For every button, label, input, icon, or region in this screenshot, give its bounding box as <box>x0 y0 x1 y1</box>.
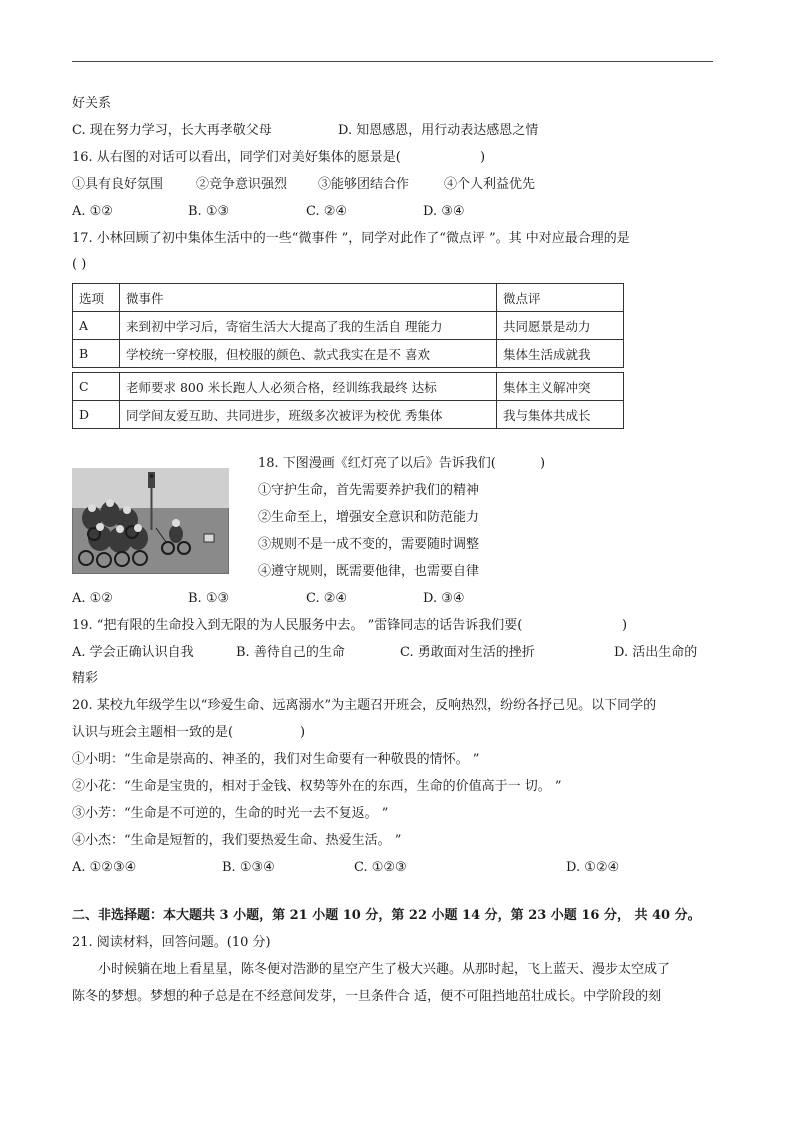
q18-option-a: A. ①② <box>72 591 113 606</box>
table-row <box>73 340 624 368</box>
q18-option-b: B. ①③ <box>188 591 230 606</box>
row-event: 来到初中学习后，寄宿生活大大提高了我的生活自 理能力 <box>120 312 497 340</box>
row-event: 学校统一穿校服，但校服的颜色、款式我实在是不 喜欢 <box>120 340 497 368</box>
q18-item-1: ①守护生命，首先需要养护我们的精神 <box>258 483 480 498</box>
q19-option-b: B. 善待自己的生命 <box>236 645 345 660</box>
q21-material-line2: 陈冬的梦想。梦想的种子总是在不经意间发芽，一旦条件合 适，便不可阻挡地茁壮成长。中学阶段的刻 <box>72 989 662 1004</box>
row-event: 老师要求 800 米长跑人人必须合格，经训练我最终 达标 <box>120 373 497 401</box>
q16-option-a: A. ①② <box>72 204 113 219</box>
row-comment: 我与集体共成长 <box>497 401 624 429</box>
q18-stem: 18. 下图漫画《红灯亮了以后》告诉我们( <box>258 456 496 471</box>
header-option: 选项 <box>73 284 120 312</box>
red-light-cartoon-image <box>72 468 229 574</box>
row-option: D <box>73 401 120 429</box>
header-comment: 微点评 <box>497 284 624 312</box>
q17-paren: ( ) <box>72 257 87 272</box>
q20-stem-line2: 认识与班会主题相一致的是( <box>72 725 234 740</box>
q16-item-4: ④个人利益优先 <box>444 177 536 192</box>
q16-item-3: ③能够团结合作 <box>318 177 410 192</box>
q20-item-1: ①小明：“生命是崇高的、神圣的，我们对生命要有一种敬畏的情怀。 ” <box>72 752 480 767</box>
q20-option-b: B. ①③④ <box>222 860 275 875</box>
q19-stem: 19. “把有限的生命投入到无限的为人民服务中去。 ”雷锋同志的话告诉我们要( <box>72 618 523 633</box>
q20-option-a: A. ①②③④ <box>72 860 137 875</box>
row-comment: 共同愿景是动力 <box>497 312 624 340</box>
row-comment: 集体生活成就我 <box>497 340 624 368</box>
q18-paren: ) <box>540 456 546 471</box>
q18-item-4: ④遵守规则，既需要他律，也需要自律 <box>258 564 480 579</box>
q19-paren: ) <box>622 618 628 633</box>
q19-option-c: C. 勇敢面对生活的挫折 <box>400 645 535 660</box>
q17-stem: 17. 小林回顾了初中集体生活中的一些“微事件 ”，同学对此作了“微点评 ”。其 中对应最合理的是 <box>72 231 630 246</box>
row-option: C <box>73 373 120 401</box>
q16-option-b: B. ①③ <box>188 204 230 219</box>
q18-item-2: ②生命至上，增强安全意识和防范能力 <box>258 510 480 525</box>
q20-item-2: ②小花：“生命是宝贵的，相对于金钱、权势等外在的东西，生命的价值高于一 切。 ” <box>72 779 562 794</box>
q20-option-c: C. ①②③ <box>354 860 407 875</box>
q20-option-d: D. ①②④ <box>566 860 620 875</box>
q15-option-c: C. 现在努力学习，长大再孝敬父母 <box>72 123 272 138</box>
q19-option-d: D. 活出生命的 <box>614 645 698 660</box>
q18-option-d: D. ③④ <box>423 591 465 606</box>
q16-paren: ) <box>480 150 486 165</box>
q19-option-d-tail: 精彩 <box>72 671 99 686</box>
q17-table <box>72 283 624 429</box>
row-event: 同学间友爱互助、共同进步，班级多次被评为校优 秀集体 <box>120 401 497 429</box>
q19-option-a: A. 学会正确认识自我 <box>72 645 194 660</box>
row-comment: 集体主义解冲突 <box>497 373 624 401</box>
q20-paren: ) <box>300 725 306 740</box>
q21-stem: 21. 阅读材料，回答问题。(10 分) <box>72 935 271 950</box>
q16-option-d: D. ③④ <box>423 204 465 219</box>
q20-stem-line1: 20. 某校九年级学生以“珍爱生命、远离溺水”为主题召开班会，反响热烈，纷纷各抒己见。以下同学的 <box>72 698 657 713</box>
q16-item-2: ②竞争意识强烈 <box>196 177 288 192</box>
q20-item-3: ③小芳：“生命是不可逆的，生命的时光一去不复返。 ” <box>72 806 389 821</box>
table-row <box>73 373 624 401</box>
section-2-heading: 二、非选择题：本大题共 3 小题，第 21 小题 10 分，第 22 小题 14 分，第 23 小题 16 分， 共 40 分。 <box>72 908 701 923</box>
q15-tail: 好关系 <box>72 96 112 111</box>
q18-option-c: C. ②④ <box>306 591 348 606</box>
q18-item-3: ③规则不是一成不变的，需要随时调整 <box>258 537 480 552</box>
table-row <box>73 312 624 340</box>
q20-item-4: ④小杰：“生命是短暂的，我们要热爱生命、热爱生活。 ” <box>72 833 402 848</box>
q15-option-d: D. 知恩感恩，用行动表达感恩之情 <box>338 123 539 138</box>
q16-option-c: C. ②④ <box>306 204 348 219</box>
row-option: A <box>73 312 120 340</box>
q16-stem: 16. 从右图的对话可以看出，同学们对美好集体的愿景是( <box>72 150 401 165</box>
table-header-row <box>73 284 624 312</box>
table-row <box>73 401 624 429</box>
header-event: 微事件 <box>120 284 497 312</box>
row-option: B <box>73 340 120 368</box>
q21-material-line1: 小时候躺在地上看星星，陈冬便对浩渺的星空产生了极大兴趣。从那时起，飞上蓝天、漫步太空成了 <box>98 962 671 977</box>
header-rule <box>72 61 713 62</box>
q16-item-1: ①具有良好氛围 <box>72 177 164 192</box>
